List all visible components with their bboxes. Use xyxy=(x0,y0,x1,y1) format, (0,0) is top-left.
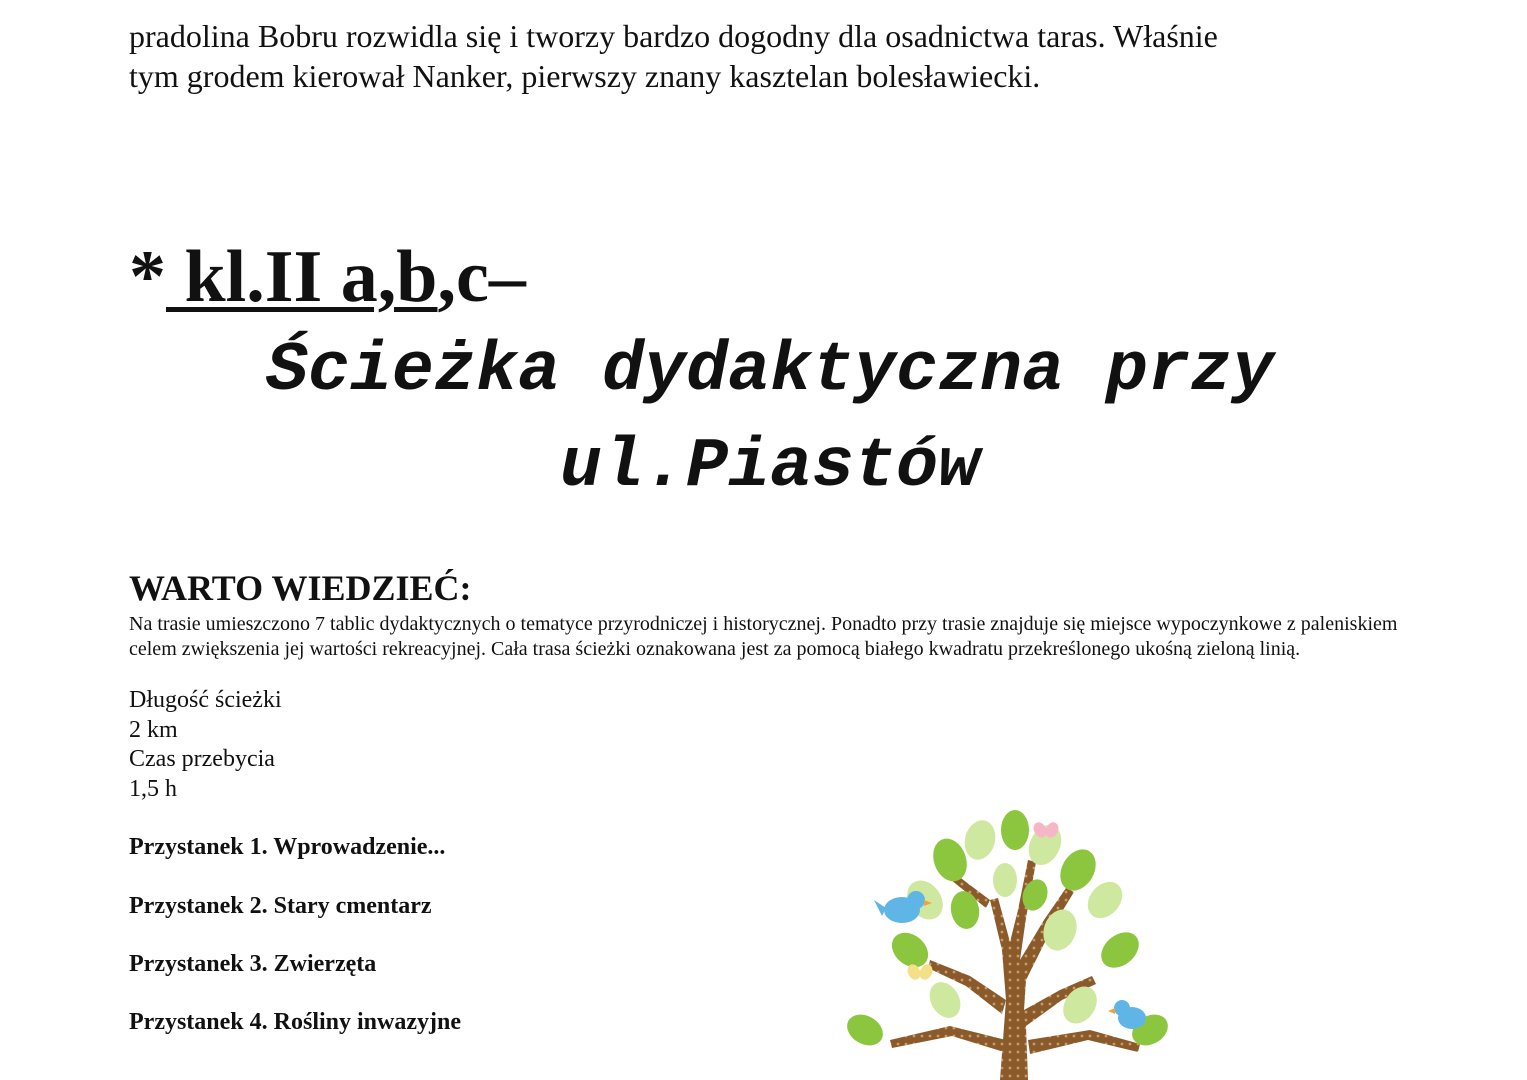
tree-with-birds-icon xyxy=(830,800,1190,1080)
info-description: Na trasie umieszczono 7 tablic dydaktycznych o tematyce przyrodniczej i historycznej. Ponadto przy trasie znajduje się miejsce wypoczynkowe z paleniskiem celem zwiększenia jej wartości rekreacyjnej. Cała trasa ścieżki oznakowana jest za pomocą białego kwadratu przekreślonego ukośną zieloną linią. xyxy=(129,613,1398,660)
info-title: WARTO WIEDZIEĆ: xyxy=(129,568,472,608)
stop-item-4: Przystanek 4. Rośliny inwazyjne xyxy=(129,1009,461,1035)
bird-icon xyxy=(1108,1000,1146,1029)
trail-title-line-2: ul.Piastów xyxy=(559,428,981,507)
stop-item-3: Przystanek 3. Zwierzęta xyxy=(129,951,377,977)
heading-class-underlined: kl.II a,b xyxy=(166,236,438,318)
heading-asterisk: * xyxy=(129,236,166,318)
time-value: 1,5 h xyxy=(129,775,177,802)
stop-item-2: Przystanek 2. Stary cmentarz xyxy=(129,893,432,919)
class-heading xyxy=(129,232,526,322)
heading-class-rest: ,c– xyxy=(437,236,526,318)
length-value: 2 km xyxy=(129,716,178,743)
time-label: Czas przebycia xyxy=(129,746,275,772)
stop-item-1: Przystanek 1. Wprowadzenie... xyxy=(129,834,446,860)
intro-paragraph xyxy=(129,16,1429,96)
intro-line-2: tym grodem kierował Nanker, pierwszy znany kasztelan bolesławiecki. xyxy=(129,58,1041,94)
intro-line-1: pradolina Bobru rozwidla się i tworzy bardzo dogodny dla osadnictwa taras. Właśnie xyxy=(129,18,1218,54)
trail-title-line-1: Ścieżka dydaktyczna przy xyxy=(265,332,1275,411)
trail-facts xyxy=(129,686,282,804)
length-label: Długość ścieżki xyxy=(129,687,282,713)
